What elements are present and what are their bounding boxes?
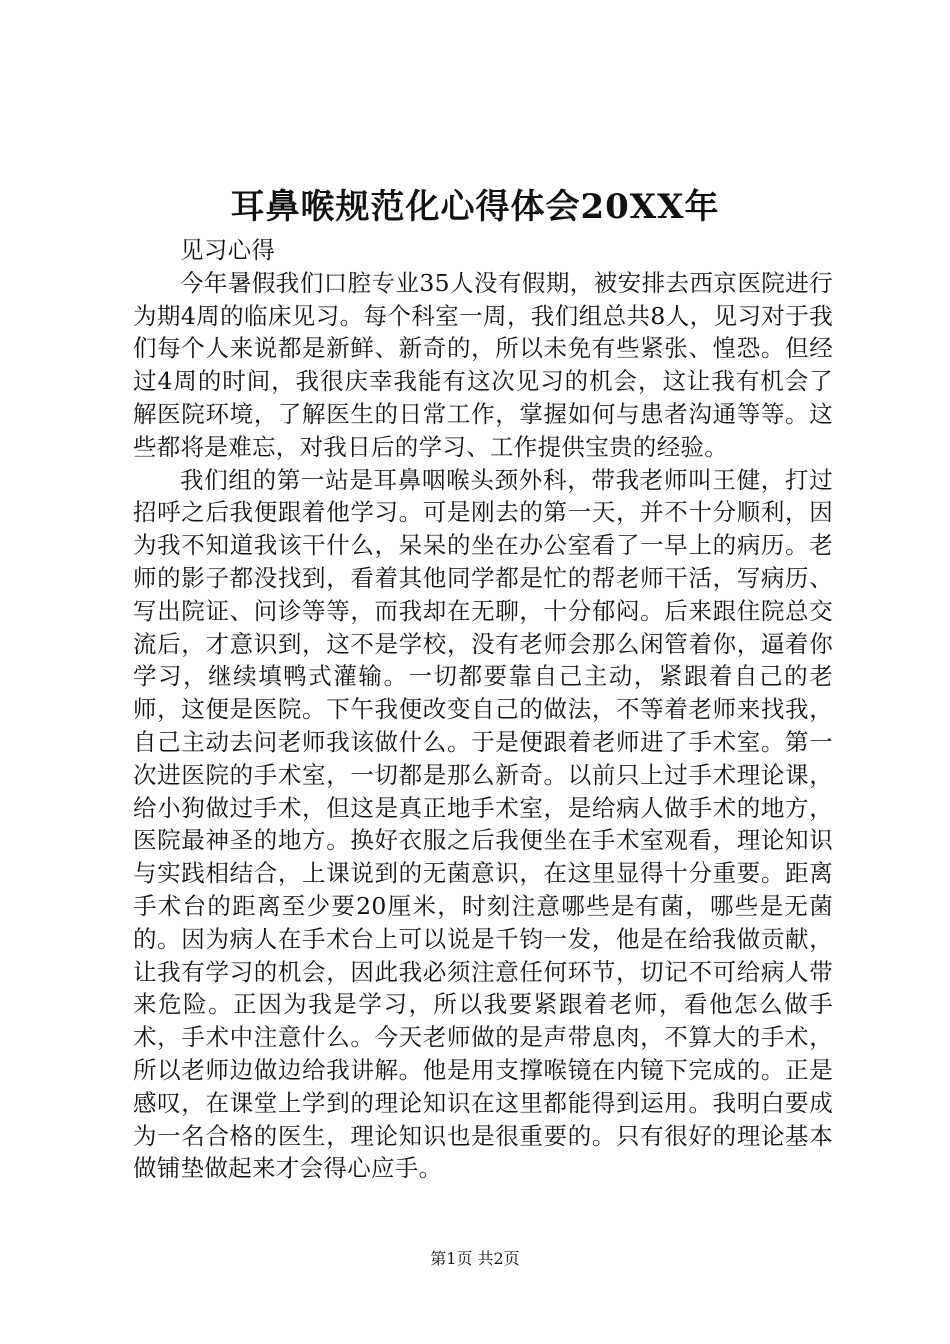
document-title: 耳鼻喉规范化心得体会20XX年 [230,187,720,227]
document-body [133,234,833,1185]
body-paragraph: 今年暑假我们口腔专业35人没有假期，被安排去西京医院进行为期4周的临床见习。每个科室一周，我们组总共8人，见习对于我们每个人来说都是新鲜、新奇的，所以未免有些紧张、惶恐。但经过4周的时间，我很庆幸我能有这次见习的机会，这让我有机会了解医院环境，了解医生的日常工作，掌握如何与患者沟通等等。这些都将是难忘，对我日后的学习、工作提供宝贵的经验。 [133,268,833,461]
section-heading: 见习心得 [180,236,276,264]
page-number-footer: 第1页 共2页 [430,1249,520,1268]
body-paragraph: 我们组的第一站是耳鼻咽喉头颈外科，带我老师叫王健，打过招呼之后我便跟着他学习。可是刚去的第一天，并不十分顺利，因为我不知道我该干什么，呆呆的坐在办公室看了一早上的病历。老师的影子都没找到，看着其他同学都是忙的帮老师干活，写病历、写出院证、问诊等等，而我却在无聊，十分郁闷。后来跟住院总交流后，才意识到，这不是学校，没有老师会那么闲管着你，逼着你学习，继续填鸭式灌输。一切都要靠自己主动，紧跟着自己的老师，这便是医院。下午我便改变自己的做法，不等着老师来找我，自己主动去问老师我该做什么。于是便跟着老师进了手术室。第一次进医院的手术室，一切都是那么新奇。以前只上过手术理论课，给小狗做过手术，但这是真正地手术室，是给病人做手术的地方，医院最神圣的地方。换好衣服之后我便坐在手术室观看，理论知识与实践相结合，上课说到的无菌意识，在这里显得十分重要。距离手术台的距离至少要20厘米，时刻注意哪些是有菌，哪些是无菌的。因为病人在手术台上可以说是千钧一发，他是在给我做贡献，让我有学习的机会，因此我必须注意任何环节，切记不可给病人带来危险。正因为我是学习，所以我要紧跟着老师，看他怎么做手术，手术中注意什么。今天老师做的是声带息肉，不算大的手术，所以老师边做边给我讲解。他是用支撑喉镜在内镜下完成的。正是感叹，在课堂上学到的理论知识在这里都能得到运用。我明白要成为一名合格的医生，理论知识也是很重要的。只有很好的理论基本做铺垫做起来才会得心应手。 [133,465,833,1183]
